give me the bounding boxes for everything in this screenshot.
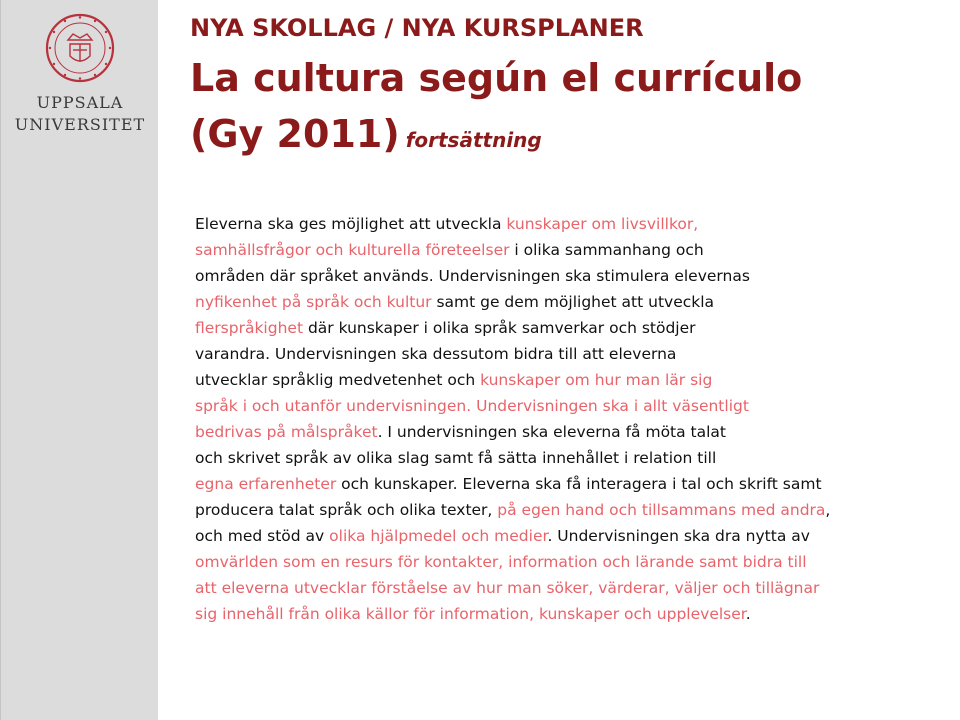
university-name-line2: UNIVERSITET bbox=[14, 115, 146, 134]
paragraph-line bbox=[195, 419, 940, 445]
highlighted-text: flerspråkighet bbox=[195, 319, 304, 337]
body-text-segment: utvecklar språklig medvetenhet och bbox=[195, 371, 481, 389]
body-text-segment: och skrivet språk av olika slag samt få sätta innehållet i relation till bbox=[195, 449, 717, 467]
body-text-segment: . bbox=[745, 605, 751, 623]
body-text-segment: . I undervisningen ska eleverna få möta talat bbox=[377, 423, 727, 441]
paragraph-line bbox=[195, 315, 940, 341]
highlighted-text: kunskaper om livsvillkor, bbox=[506, 215, 699, 233]
highlighted-text: egna erfarenheter bbox=[195, 475, 337, 493]
paragraph-line bbox=[195, 263, 940, 289]
university-seal-logo bbox=[35, 12, 125, 84]
paragraph-line bbox=[195, 211, 940, 237]
paragraph-line bbox=[195, 237, 940, 263]
paragraph-line bbox=[195, 471, 940, 497]
highlighted-text: omvärlden som en resurs för kontakter, information och lärande samt bidra till bbox=[195, 553, 807, 571]
paragraph-line bbox=[195, 367, 940, 393]
slide-kicker: NYA SKOLLAG / NYA KURSPLANER bbox=[190, 14, 644, 42]
body-text-segment: i olika sammanhang och bbox=[509, 241, 704, 259]
body-text-segment: och kunskaper. Eleverna ska få interagera i tal och skrift samt bbox=[336, 475, 822, 493]
body-text-segment: . Undervisningen ska dra nytta av bbox=[547, 527, 810, 545]
body-text-segment: producera talat språk och olika texter, bbox=[195, 501, 498, 519]
paragraph-line bbox=[195, 549, 940, 575]
body-text-segment: samt ge dem möjlighet att utveckla bbox=[431, 293, 715, 311]
paragraph-line bbox=[195, 497, 940, 523]
paragraph-line bbox=[195, 341, 940, 367]
highlighted-text: att eleverna utvecklar förståelse av hur man söker, värderar, väljer och tillägnar bbox=[195, 579, 820, 597]
title-line1: La cultura según el currículo bbox=[190, 56, 803, 100]
highlighted-text: på egen hand och tillsammans med andra bbox=[497, 501, 826, 519]
paragraph-line bbox=[195, 575, 940, 601]
body-text-segment: , bbox=[825, 501, 831, 519]
slide-title bbox=[190, 50, 802, 168]
highlighted-text: samhällsfrågor och kulturella företeelser bbox=[195, 241, 510, 259]
paragraph-line bbox=[195, 601, 940, 627]
paragraph-line bbox=[195, 445, 940, 471]
title-line2-main: (Gy 2011) bbox=[190, 112, 400, 156]
paragraph-line bbox=[195, 289, 940, 315]
title-suffix: fortsättning bbox=[405, 128, 542, 152]
highlighted-text: olika hjälpmedel och medier bbox=[329, 527, 548, 545]
body-paragraph bbox=[195, 211, 940, 627]
body-text-segment: varandra. Undervisningen ska dessutom bidra till att eleverna bbox=[195, 345, 677, 363]
highlighted-text: kunskaper om hur man lär sig bbox=[480, 371, 713, 389]
body-text-segment: områden där språket används. Undervisningen ska stimulera elevernas bbox=[195, 267, 750, 285]
university-name-line1: UPPSALA bbox=[36, 93, 124, 112]
highlighted-text: bedrivas på målspråket bbox=[195, 423, 378, 441]
highlighted-text: nyfikenhet på språk och kultur bbox=[195, 293, 432, 311]
university-name bbox=[1, 92, 159, 136]
highlighted-text: sig innehåll från olika källor för information, kunskaper och upplevelser bbox=[195, 605, 746, 623]
title-line2 bbox=[190, 106, 802, 168]
body-text-segment: och med stöd av bbox=[195, 527, 330, 545]
body-text-segment: där kunskaper i olika språk samverkar och stödjer bbox=[303, 319, 696, 337]
body-text-segment: Eleverna ska ges möjlighet att utveckla bbox=[195, 215, 507, 233]
sidebar bbox=[0, 0, 158, 720]
paragraph-line bbox=[195, 393, 940, 419]
paragraph-line bbox=[195, 523, 940, 549]
highlighted-text: språk i och utanför undervisningen. Undervisningen ska i allt väsentligt bbox=[195, 397, 749, 415]
